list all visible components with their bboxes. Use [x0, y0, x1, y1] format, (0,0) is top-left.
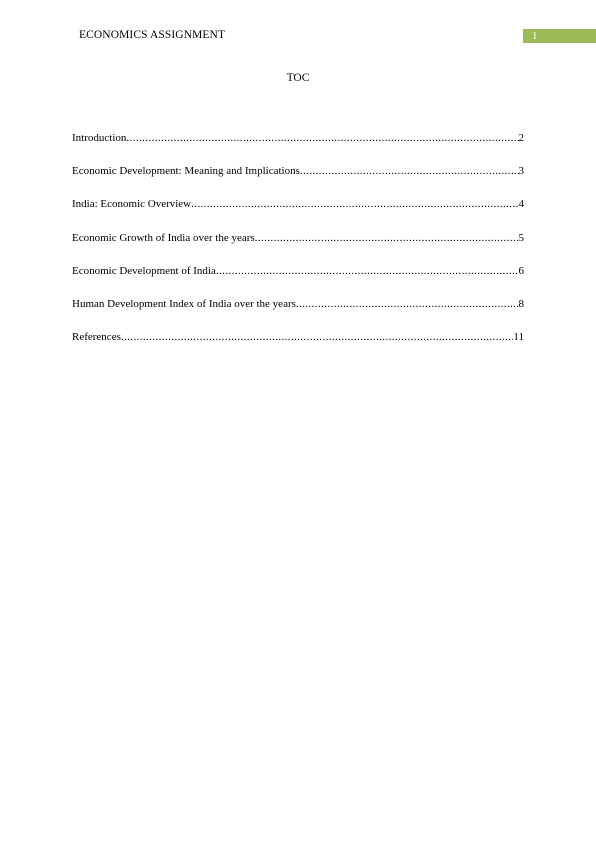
toc-entry-title: Introduction	[72, 132, 127, 144]
toc-dot-leader	[121, 330, 514, 344]
toc-entry-references[interactable]	[72, 330, 524, 344]
toc-entry-introduction[interactable]	[72, 131, 524, 145]
toc-entry-page: 2	[518, 132, 524, 144]
toc-entry-title: Economic Growth of India over the years	[72, 231, 255, 244]
toc-entry-page: 11	[513, 331, 524, 344]
table-of-contents	[72, 131, 524, 363]
toc-dot-leader	[126, 131, 518, 145]
toc-dot-leader	[296, 297, 519, 311]
toc-entry-page: 4	[518, 198, 524, 211]
toc-entry-page: 5	[518, 231, 524, 244]
toc-dot-leader	[191, 197, 518, 211]
toc-entry-economic-development-meaning[interactable]	[72, 164, 524, 178]
toc-entry-title: Human Development Index of India over the years	[72, 297, 296, 310]
header-title: ECONOMICS ASSIGNMENT	[79, 29, 226, 41]
toc-entry-india-economic-overview[interactable]	[72, 197, 524, 211]
toc-entry-title: Economic Development of India	[72, 264, 216, 277]
toc-entry-economic-growth-of-india[interactable]	[72, 231, 524, 245]
toc-entry-page: 6	[518, 264, 524, 277]
toc-entry-human-development-index[interactable]	[72, 297, 524, 311]
toc-dot-leader	[255, 231, 519, 245]
toc-dot-leader	[216, 264, 519, 278]
toc-entry-page: 8	[518, 297, 524, 310]
page-number-badge	[523, 29, 596, 43]
toc-heading: TOC	[286, 72, 310, 84]
toc-entry-title: India: Economic Overview	[72, 198, 192, 211]
toc-entry-title: Economic Development: Meaning and Implications	[72, 165, 300, 178]
toc-entry-title: References	[72, 331, 121, 344]
toc-entry-economic-development-of-india[interactable]	[72, 264, 524, 278]
toc-entry-page: 3	[518, 165, 524, 178]
toc-dot-leader	[300, 164, 519, 178]
page-number: 1	[532, 30, 538, 42]
